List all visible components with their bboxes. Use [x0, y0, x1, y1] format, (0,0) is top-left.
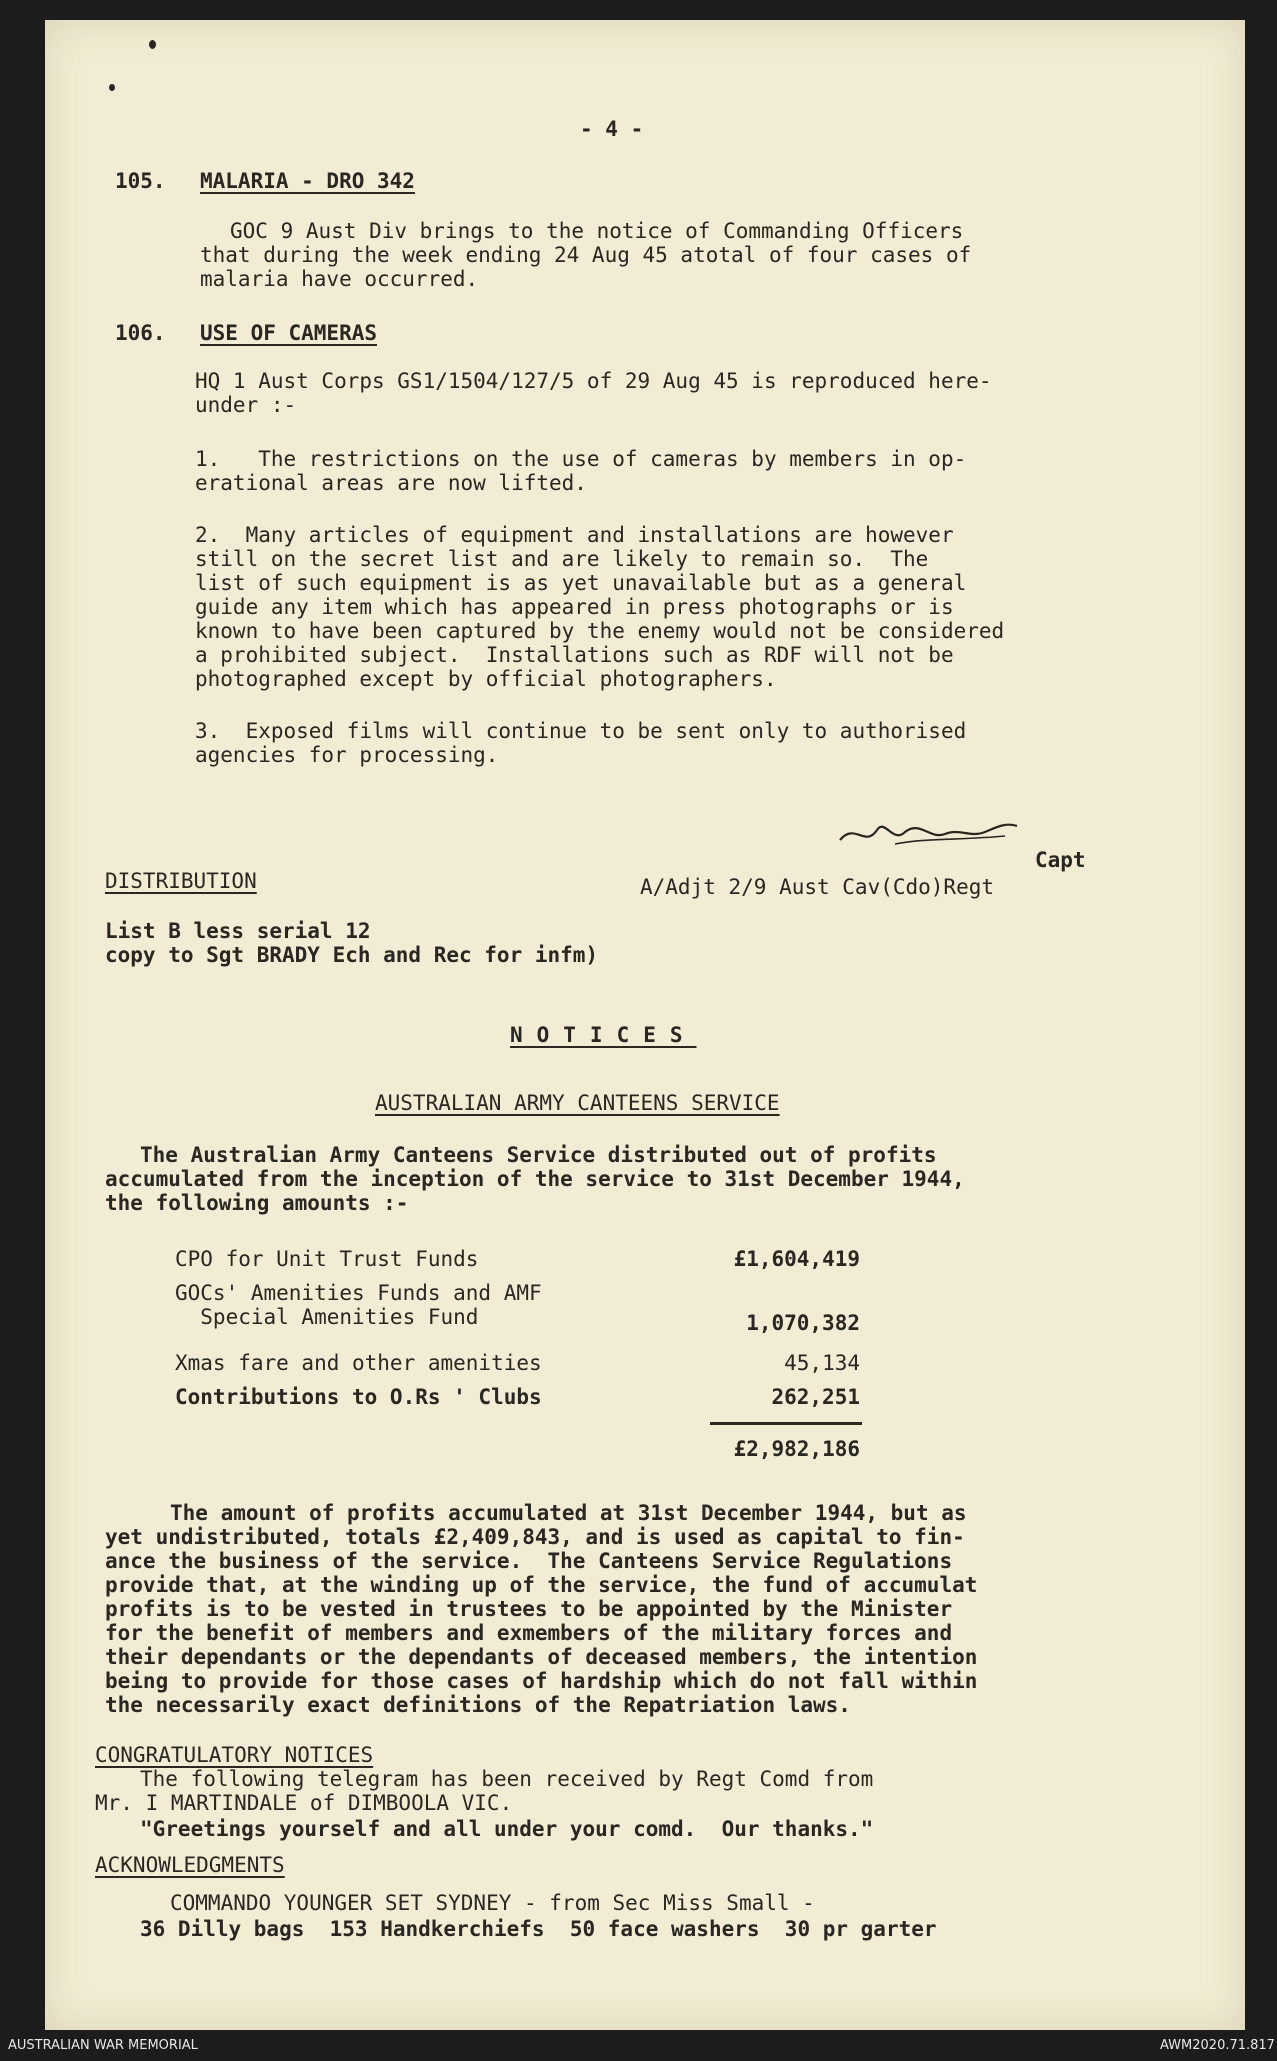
section-106-para3: 3. Exposed films will continue to be sent only to authorised: [195, 719, 967, 743]
section-106-para2: still on the secret list and are likely to remain so. The: [195, 547, 929, 571]
acknowledgements-line: 36 Dilly bags 153 Handkerchiefs 50 face washers 30 pr garter: [140, 1917, 937, 1941]
congratulatory-heading: CONGRATULATORY NOTICES: [95, 1743, 374, 1767]
section-106-para1: erational areas are now lifted.: [195, 471, 587, 495]
footer-right: AWM2020.71.817: [1160, 2038, 1275, 2053]
punch-hole-mark: [109, 84, 115, 91]
distribution-line: copy to Sgt BRADY Ech and Rec for infm): [105, 943, 599, 967]
section-106-para2: a prohibited subject. Installations such as RDF will not be: [195, 643, 954, 667]
table-row-label: Special Amenities Fund: [175, 1305, 479, 1329]
section-105-line: that during the week ending 24 Aug 45 atotal of four cases of: [200, 243, 972, 267]
notices-closing: provide that, at the winding up of the service, the fund of accumulat: [105, 1573, 978, 1597]
section-106-para2: guide any item which has appeared in press photographs or is: [195, 595, 954, 619]
table-total: £2,982,186: [733, 1437, 860, 1461]
table-row-amount: 262,251: [771, 1385, 860, 1409]
congratulatory-line: Mr. I MARTINDALE of DIMBOOLA VIC.: [95, 1791, 513, 1815]
congratulatory-line: "Greetings yourself and all under your comd. Our thanks.": [140, 1817, 874, 1841]
signature-rank: Capt: [1035, 848, 1086, 872]
section-106-para2: known to have been captured by the enemy would not be considered: [195, 619, 1005, 643]
handwritten-signature: [835, 810, 1035, 856]
signature-title: A/Adjt 2/9 Aust Cav(Cdo)Regt: [640, 875, 995, 899]
document-page: [45, 20, 1245, 2030]
section-106-intro: HQ 1 Aust Corps GS1/1504/127/5 of 29 Aug 45 is reproduced here-: [195, 369, 992, 393]
table-row-amount: 45,134: [784, 1351, 860, 1375]
footer-left: AUSTRALIAN WAR MEMORIAL: [8, 2038, 198, 2053]
section-106-intro: under :-: [195, 393, 297, 417]
section-106-para2: photographed except by official photographers.: [195, 667, 777, 691]
section-106-heading: USE OF CAMERAS: [200, 321, 378, 345]
notices-closing: for the benefit of members and exmembers of the military forces and: [105, 1621, 953, 1645]
table-row-amount: 1,070,382: [746, 1311, 860, 1335]
notices-subheading: AUSTRALIAN ARMY CANTEENS SERVICE: [375, 1091, 780, 1115]
section-105-heading: MALARIA - DRO 342: [200, 169, 415, 193]
section-106-para1: 1. The restrictions on the use of cameras by members in op-: [195, 447, 967, 471]
distribution-line: List B less serial 12: [105, 919, 371, 943]
punch-hole-mark: [149, 40, 156, 49]
notices-intro: the following amounts :-: [105, 1191, 409, 1215]
acknowledgements-heading: ACKNOWLEDGMENTS: [95, 1853, 285, 1877]
table-row-label: Xmas fare and other amenities: [175, 1351, 542, 1375]
notices-intro: accumulated from the inception of the service to 31st December 1944,: [105, 1167, 965, 1191]
notices-closing: their dependants or the dependants of deceased members, the intention: [105, 1645, 978, 1669]
notices-heading: NOTICES: [510, 1023, 697, 1047]
section-105-line: GOC 9 Aust Div brings to the notice of Commanding Officers: [230, 219, 964, 243]
section-106-para2: list of such equipment is as yet unavailable but as a general: [195, 571, 967, 595]
notices-closing: yet undistributed, totals £2,409,843, and is used as capital to fin-: [105, 1525, 965, 1549]
section-106-para2: 2. Many articles of equipment and installations are however: [195, 523, 954, 547]
notices-intro: The Australian Army Canteens Service distributed out of profits: [140, 1143, 937, 1167]
acknowledgements-line: COMMANDO YOUNGER SET SYDNEY - from Sec Miss Small -: [170, 1891, 815, 1915]
section-105-number: 105.: [115, 169, 166, 193]
table-row-label: Contributions to O.Rs ' Clubs: [175, 1385, 542, 1409]
notices-closing: the necessarily exact definitions of the Repatriation laws.: [105, 1693, 851, 1717]
section-105-line: malaria have occurred.: [200, 267, 479, 291]
notices-closing: being to provide for those cases of hardship which do not fall within: [105, 1669, 978, 1693]
table-row-label: CPO for Unit Trust Funds: [175, 1247, 479, 1271]
page-number: - 4 -: [580, 117, 644, 141]
section-106-number: 106.: [115, 321, 166, 345]
distribution-heading: DISTRIBUTION: [105, 869, 257, 893]
notices-closing: profits is to be vested in trustees to be appointed by the Minister: [105, 1597, 953, 1621]
table-row-amount: £1,604,419: [733, 1247, 860, 1271]
table-row-label: GOCs' Amenities Funds and AMF: [175, 1281, 542, 1305]
congratulatory-line: The following telegram has been received by Regt Comd from: [140, 1767, 874, 1791]
section-106-para3: agencies for processing.: [195, 743, 499, 767]
notices-closing: The amount of profits accumulated at 31st December 1944, but as: [170, 1501, 967, 1525]
total-rule: [710, 1422, 862, 1425]
notices-closing: ance the business of the service. The Canteens Service Regulations: [105, 1549, 953, 1573]
